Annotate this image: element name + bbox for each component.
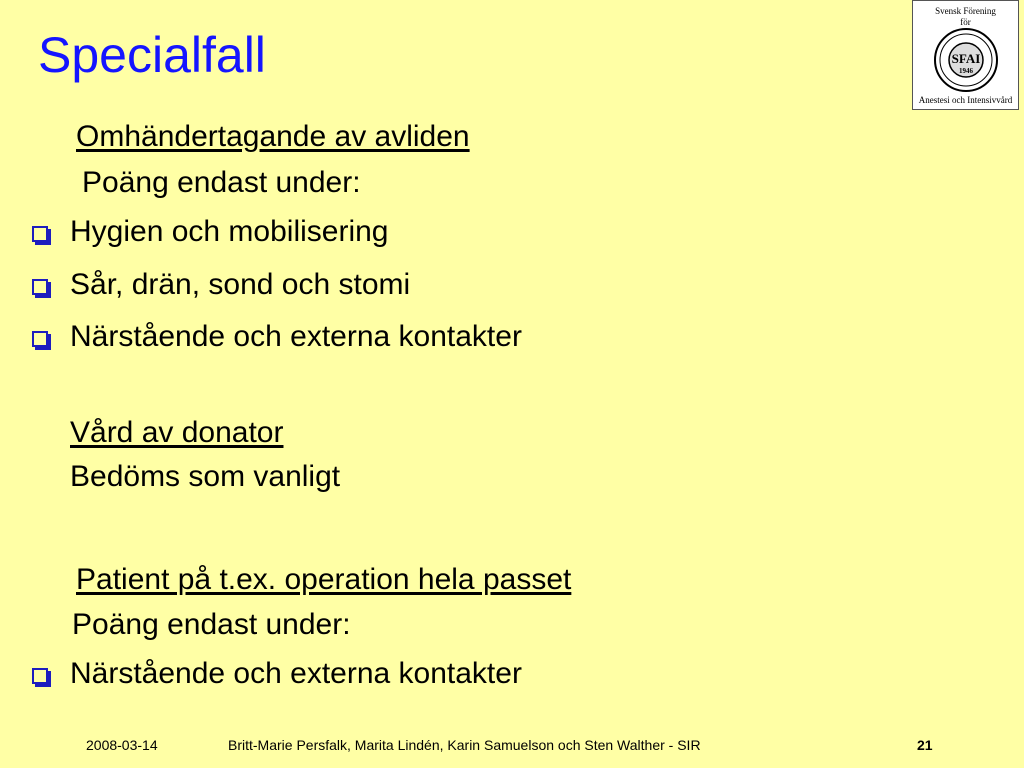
list-item: Närstående och externa kontakter bbox=[70, 657, 522, 690]
checkbox-bullet-icon bbox=[32, 279, 48, 295]
footer-authors: Britt-Marie Persfalk, Marita Lindén, Karin Samuelson och Sten Walther - SIR bbox=[228, 737, 701, 753]
section-subheading: Bedöms som vanligt bbox=[70, 460, 341, 493]
section-heading: Vård av donator bbox=[70, 416, 284, 449]
checkbox-bullet-icon bbox=[32, 668, 48, 684]
section-heading: Patient på t.ex. operation hela passet bbox=[76, 563, 572, 596]
svg-text:SFAI: SFAI bbox=[951, 51, 981, 66]
footer-date: 2008-03-14 bbox=[86, 737, 158, 753]
sfai-logo bbox=[912, 0, 1019, 110]
section-subheading: Poäng endast under: bbox=[72, 608, 351, 641]
list-item: Hygien och mobilisering bbox=[70, 215, 389, 248]
logo-line-1: Svensk Förening bbox=[935, 6, 996, 16]
logo-line-2: för bbox=[960, 17, 971, 27]
logo-line-3: Anestesi och Intensivvård bbox=[918, 95, 1013, 105]
checkbox-bullet-icon bbox=[32, 226, 48, 242]
sfai-seal-icon bbox=[931, 27, 1001, 93]
slide-title: Specialfall bbox=[38, 27, 266, 83]
svg-text:1946: 1946 bbox=[959, 67, 973, 75]
checkbox-bullet-icon bbox=[32, 331, 48, 347]
page-number: 21 bbox=[917, 737, 933, 753]
section-subheading: Poäng endast under: bbox=[82, 166, 361, 199]
section-heading: Omhändertagande av avliden bbox=[76, 120, 470, 153]
list-item: Närstående och externa kontakter bbox=[70, 320, 522, 353]
list-item: Sår, drän, sond och stomi bbox=[70, 268, 411, 301]
